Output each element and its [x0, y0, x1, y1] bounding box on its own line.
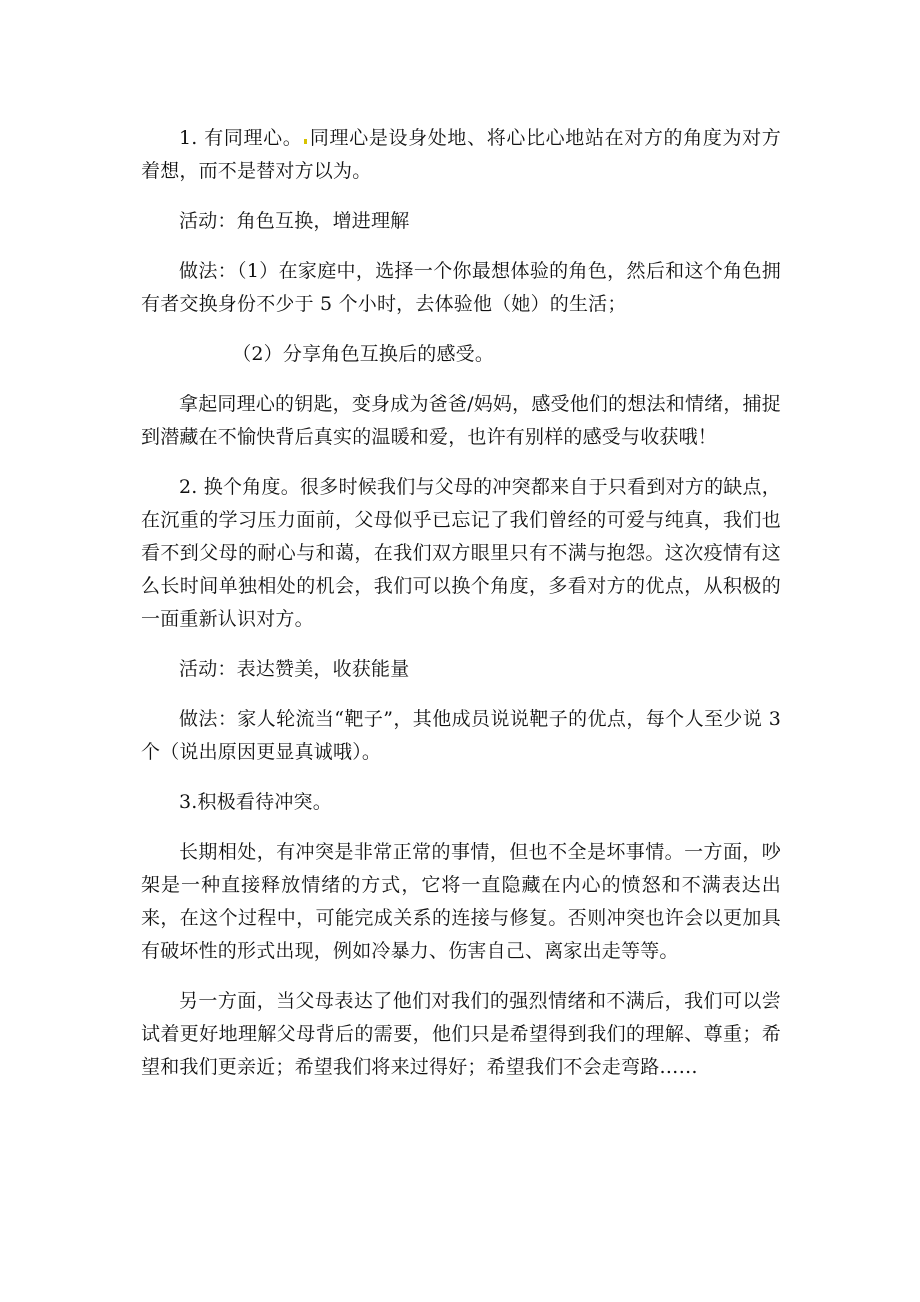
method-role-swap-1: 做法：（1）在家庭中，选择一个你最想体验的角色，然后和这个角色拥有者交换身份不少于 5 个小时，去体验他（她）的生活； — [141, 260, 781, 315]
empathy-heading: 1. 有同理心。 — [179, 127, 303, 149]
activity-role-swap: 活动：角色互换，增进理解 — [179, 210, 410, 232]
paragraph-empathy — [141, 122, 781, 188]
method-role-swap-2: （2）分享角色互换后的感受。 — [232, 343, 495, 365]
paragraph-empathy-key: 拿起同理心的钥匙，变身成为爸爸/妈妈，感受他们的想法和情绪，捕捉到潜藏在不愉快背后真实的温暖和爱，也许有别样的感受与收获哦！ — [141, 393, 781, 448]
yellow-mark-icon — [304, 139, 307, 144]
method-praise: 做法：家人轮流当“靶子”，其他成员说说靶子的优点，每个人至少说 3 个（说出原因更显真诚哦）。 — [141, 708, 781, 763]
activity-praise: 活动：表达赞美，收获能量 — [179, 658, 410, 680]
empathy-definition: 同理心是设身处地、将心比心地站在对方的角度为对方着想，而不是替对方以为。 — [141, 127, 781, 182]
paragraph-conflict-one: 长期相处，有冲突是非常正常的事情，但也不全是坏事情。一方面，吵架是一种直接释放情绪的方式，它将一直隐藏在内心的愤怒和不满表达出来，在这个过程中，可能完成关系的连接与修复。否则冲突也许会以更加具有破坏性的形式出现，例如冷暴力、伤害自己、离家出走等等。 — [141, 841, 781, 962]
paragraph-change-perspective: 2. 换个角度。很多时候我们与父母的冲突都来自于只看到对方的缺点，在沉重的学习压力面前，父母似乎已忘记了我们曾经的可爱与纯真，我们也看不到父母的耐心与和蔼，在我们双方眼里只有不满与抱怨。这次疫情有这么长时间单独相处的机会，我们可以换个角度，多看对方的优点，从积极的一面重新认识对方。 — [141, 476, 781, 630]
heading-positive-conflict: 3.积极看待冲突。 — [179, 791, 332, 813]
document-body — [141, 122, 781, 1101]
paragraph-conflict-two: 另一方面，当父母表达了他们对我们的强烈情绪和不满后，我们可以尝试着更好地理解父母背后的需要，他们只是希望得到我们的理解、尊重；希望和我们更亲近；希望我们将来过得好；希望我们不会走弯路…… — [141, 990, 781, 1078]
